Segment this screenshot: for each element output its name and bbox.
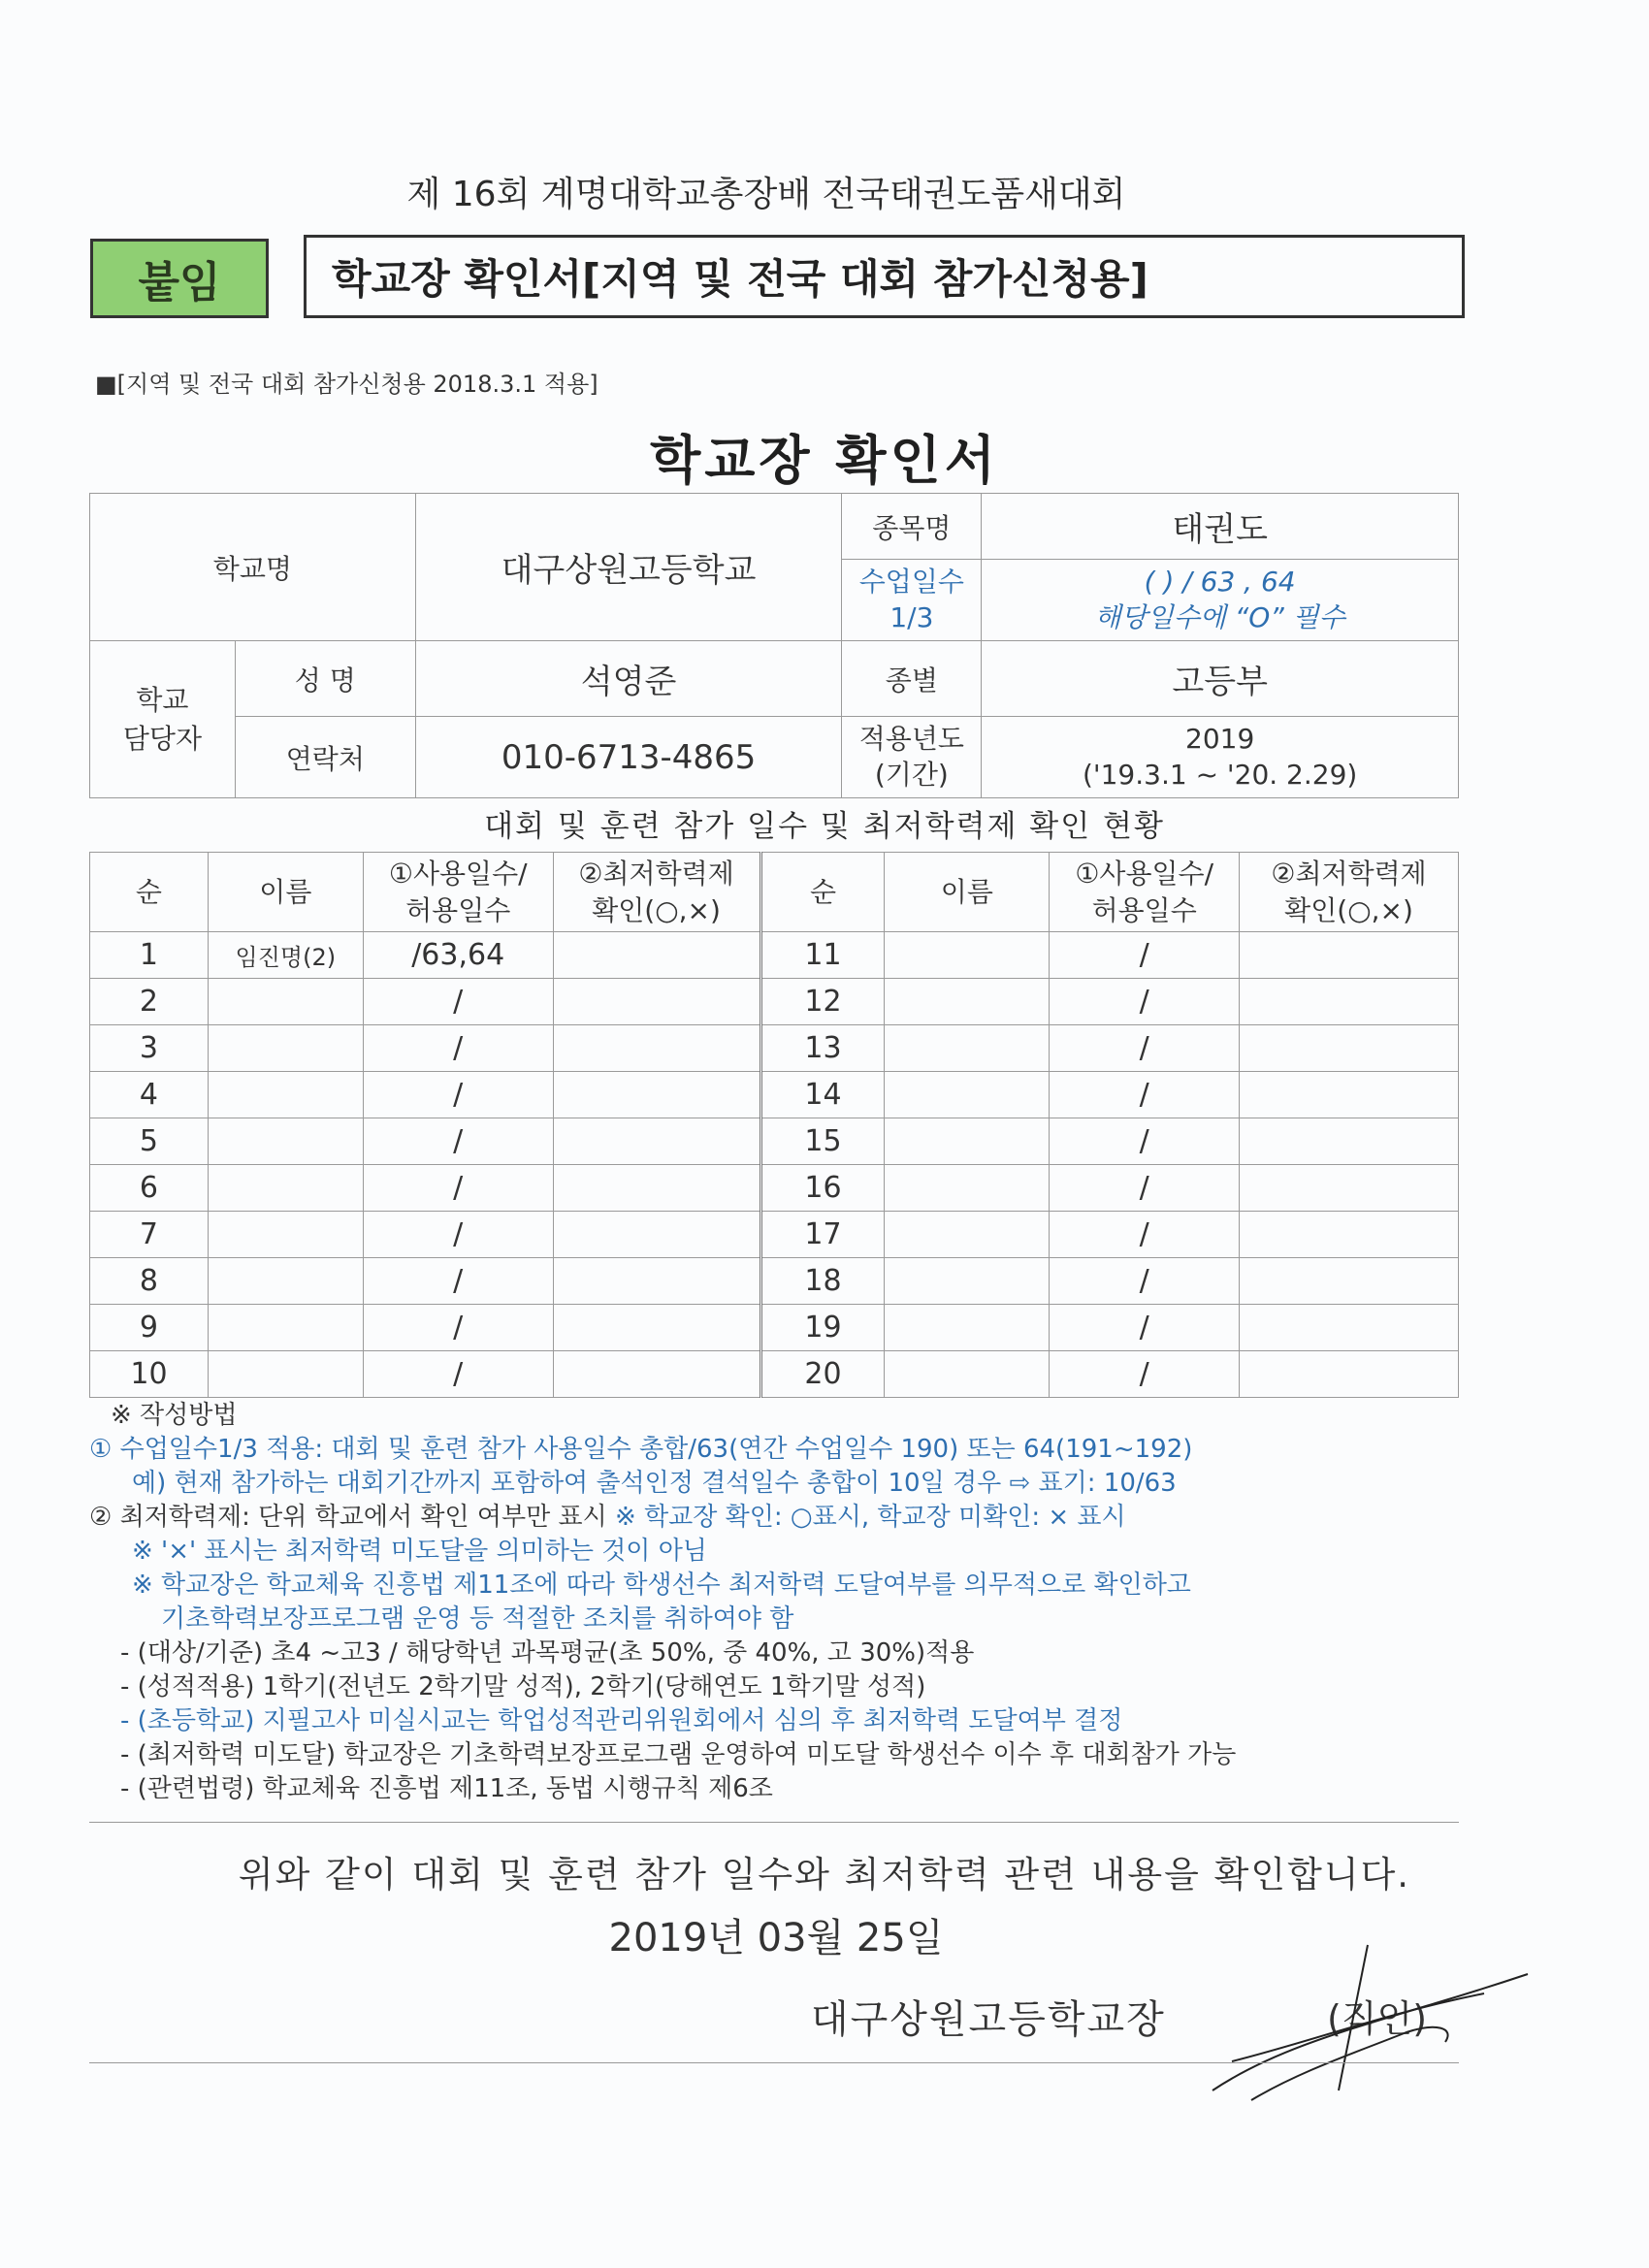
instruction-2-text: ② 최저학력제: 단위 학교에서 확인 여부만 표시 [89, 1503, 616, 1532]
row-name [885, 979, 1050, 1025]
row-days: / [363, 1118, 553, 1165]
header-days [363, 853, 553, 932]
row-days: / [1050, 1351, 1240, 1398]
row-name [885, 1258, 1050, 1305]
school-days-value-line1: ( ) / 63 , 64 [1144, 566, 1296, 599]
row-name [208, 1118, 363, 1165]
confirmation-statement: 위와 같이 대회 및 훈련 참가 일수와 최저학력 관련 내용을 확인합니다. [238, 1854, 1411, 1895]
row-no: 3 [90, 1025, 209, 1072]
row-no: 6 [90, 1165, 209, 1212]
year-label [842, 717, 982, 798]
contact-value: 010-6713-4865 [415, 717, 842, 798]
school-info-table [89, 493, 1459, 798]
row-days: / [1050, 1025, 1240, 1072]
row-name [885, 1118, 1050, 1165]
header-name: 이름 [208, 853, 363, 932]
table-row [90, 979, 1459, 1025]
header-days-line1: ①사용일수/ [1075, 857, 1214, 890]
instruction-2 [89, 1501, 1467, 1535]
row-days: / [1050, 979, 1240, 1025]
school-days-value [982, 560, 1459, 641]
row-days: / [1050, 932, 1240, 979]
event-value: 태권도 [982, 494, 1459, 560]
row-days: / [363, 979, 553, 1025]
row-no: 19 [760, 1305, 885, 1351]
year-value-line2: ('19.3.1 ~ '20. 2.29) [1082, 758, 1358, 791]
writing-instructions [89, 1399, 1467, 1806]
year-label-line1: 적용년도 [858, 723, 964, 756]
row-name [885, 1212, 1050, 1258]
instruction-target: - (대상/기준) 초4 ~고3 / 해당학년 과목평균(초 50%, 중 40%, 고 30%)적용 [120, 1638, 975, 1668]
row-name [208, 1212, 363, 1258]
row-no: 1 [90, 932, 209, 979]
instruction-law: - (관련법령) 학교체육 진흥법 제11조, 동법 시행규칙 제6조 [120, 1774, 773, 1803]
row-name [208, 1165, 363, 1212]
row-no: 2 [90, 979, 209, 1025]
table-row [90, 932, 1459, 979]
header-days-line2: 허용일수 [405, 893, 511, 926]
row-check [1240, 1212, 1459, 1258]
row-check [553, 1258, 760, 1305]
header-min [1240, 853, 1459, 932]
row-check [553, 1118, 760, 1165]
row-check [553, 932, 760, 979]
row-check [553, 1072, 760, 1118]
year-value [982, 717, 1459, 798]
row-check [1240, 1258, 1459, 1305]
row-days: / [363, 1351, 553, 1398]
row-check [553, 1351, 760, 1398]
row-no: 15 [760, 1118, 885, 1165]
participation-table [89, 852, 1459, 1398]
row-no: 16 [760, 1165, 885, 1212]
row-name [885, 1072, 1050, 1118]
row-check [1240, 1351, 1459, 1398]
header-no: 순 [90, 853, 209, 932]
table-row [90, 1118, 1459, 1165]
instruction-1-example: 예) 현재 참가하는 대회기간까지 포함하여 출석인정 결석일수 총합이 10일 경우 ⇨ 표기: 10/63 [132, 1469, 1177, 1498]
status-title: 대회 및 훈련 참가 일수 및 최저학력제 확인 현황 [484, 809, 1165, 844]
row-name [208, 1351, 363, 1398]
page-title: 학교장 확인서 [650, 430, 999, 491]
row-no: 14 [760, 1072, 885, 1118]
instructions-title: ※ 작성방법 [111, 1401, 238, 1430]
row-days: / [1050, 1212, 1240, 1258]
row-check [1240, 1118, 1459, 1165]
signature-icon [1193, 1935, 1542, 2110]
row-check [1240, 1305, 1459, 1351]
row-no: 20 [760, 1351, 885, 1398]
row-check [553, 1025, 760, 1072]
instruction-2-note-law-cont: 기초학력보장프로그램 운영 등 적절한 조치를 취하여야 함 [161, 1604, 794, 1634]
row-name [885, 1025, 1050, 1072]
instruction-2-note: ※ 학교장 확인: ○표시, 학교장 미확인: × 표시 [615, 1503, 1126, 1532]
row-no: 17 [760, 1212, 885, 1258]
usage-note: ■[지역 및 전국 대회 참가신청용 2018.3.1 적용] [95, 371, 598, 398]
attachment-tag: 붙임 [90, 239, 269, 318]
row-name [208, 979, 363, 1025]
name-value: 석영준 [415, 641, 842, 717]
row-name [208, 1305, 363, 1351]
manager-label-line2: 담당자 [122, 722, 203, 755]
row-days: / [1050, 1258, 1240, 1305]
row-no: 4 [90, 1072, 209, 1118]
manager-label-line1: 학교 [136, 684, 189, 717]
row-check [1240, 1025, 1459, 1072]
instruction-not-met: - (최저학력 미도달) 학교장은 기초학력보장프로그램 운영하여 미도달 학생선수 이수 후 대회참가 가능 [120, 1740, 1237, 1769]
school-label: 학교명 [90, 494, 416, 641]
event-title: 제 16회 계명대학교총장배 전국태권도품새대회 [406, 175, 1126, 214]
header-min [553, 853, 760, 932]
table-row [90, 1351, 1459, 1398]
divider [89, 2062, 1459, 2063]
row-days: / [363, 1072, 553, 1118]
row-days: / [1050, 1165, 1240, 1212]
school-days-value-line2: 해당일수에 “O” 필수 [1094, 600, 1345, 633]
manager-label [90, 641, 236, 798]
row-no: 11 [760, 932, 885, 979]
row-days: / [363, 1258, 553, 1305]
row-check [1240, 1165, 1459, 1212]
row-check [1240, 979, 1459, 1025]
row-days: / [1050, 1072, 1240, 1118]
school-value: 대구상원고등학교 [415, 494, 842, 641]
name-label: 성 명 [235, 641, 415, 717]
table-row [90, 1165, 1459, 1212]
table-row [90, 1212, 1459, 1258]
division-label: 종별 [842, 641, 982, 717]
row-check [553, 1305, 760, 1351]
instruction-2-note-law: ※ 학교장은 학교체육 진흥법 제11조에 따라 학생선수 최저학력 도달여부를 의무적으로 확인하고 [132, 1571, 1191, 1600]
document-heading: 학교장 확인서[지역 및 전국 대회 참가신청용] [304, 235, 1465, 318]
header-days-line2: 허용일수 [1091, 893, 1197, 926]
header-min-line1: ②최저학력제 [578, 857, 734, 890]
row-no: 10 [90, 1351, 209, 1398]
principal-name: 대구상원고등학교장 [811, 1997, 1166, 2042]
row-name [885, 1351, 1050, 1398]
row-no: 5 [90, 1118, 209, 1165]
school-days-label [842, 560, 982, 641]
table-header-row [90, 853, 1459, 932]
contact-label: 연락처 [235, 717, 415, 798]
row-name [208, 1258, 363, 1305]
instruction-2-note-x: ※ '×' 표시는 최저학력 미도달을 의미하는 것이 아님 [132, 1537, 707, 1566]
table-row [90, 1072, 1459, 1118]
header-name: 이름 [885, 853, 1050, 932]
event-label: 종목명 [842, 494, 982, 560]
row-name: 임진명(2) [208, 932, 363, 979]
instruction-elementary: - (초등학교) 지필고사 미실시교는 학업성적관리위원회에서 심의 후 최저학력 도달여부 결정 [120, 1706, 1123, 1735]
school-days-label-line2: 1/3 [889, 600, 934, 633]
row-days: /63,64 [363, 932, 553, 979]
instruction-1: ① 수업일수1/3 적용: 대회 및 훈련 참가 사용일수 총합/63(연간 수업일수 190) 또는 64(191~192) [89, 1435, 1193, 1464]
row-days: / [363, 1305, 553, 1351]
row-name [885, 1165, 1050, 1212]
row-days: / [1050, 1118, 1240, 1165]
header-min-line1: ②최저학력제 [1271, 857, 1427, 890]
row-days: / [363, 1212, 553, 1258]
issue-date: 2019년 03월 25일 [608, 1916, 944, 1960]
row-name [208, 1072, 363, 1118]
row-check [553, 1212, 760, 1258]
header-min-line2: 확인(○,×) [592, 893, 721, 926]
row-days: / [363, 1165, 553, 1212]
year-label-line2: (기간) [874, 758, 949, 791]
instruction-grades: - (성적적용) 1학기(전년도 2학기말 성적), 2학기(당해연도 1학기말 성적) [120, 1672, 926, 1701]
row-no: 18 [760, 1258, 885, 1305]
row-check [553, 1165, 760, 1212]
table-row [90, 1258, 1459, 1305]
school-days-label-line1: 수업일수 [858, 566, 964, 599]
table-row [90, 1305, 1459, 1351]
row-check [1240, 932, 1459, 979]
row-name [885, 1305, 1050, 1351]
row-name [885, 932, 1050, 979]
row-no: 13 [760, 1025, 885, 1072]
header-days-line1: ①사용일수/ [388, 857, 528, 890]
division-value: 고등부 [982, 641, 1459, 717]
row-no: 12 [760, 979, 885, 1025]
row-days: / [1050, 1305, 1240, 1351]
header-no: 순 [760, 853, 885, 932]
seal-label: (직인) [1327, 1997, 1428, 2040]
header-days [1050, 853, 1240, 932]
row-days: / [363, 1025, 553, 1072]
header-min-line2: 확인(○,×) [1284, 893, 1413, 926]
row-check [553, 979, 760, 1025]
row-no: 9 [90, 1305, 209, 1351]
row-no: 7 [90, 1212, 209, 1258]
row-no: 8 [90, 1258, 209, 1305]
row-check [1240, 1072, 1459, 1118]
row-name [208, 1025, 363, 1072]
year-value-line1: 2019 [1185, 723, 1255, 756]
table-row [90, 1025, 1459, 1072]
divider [89, 1822, 1459, 1823]
